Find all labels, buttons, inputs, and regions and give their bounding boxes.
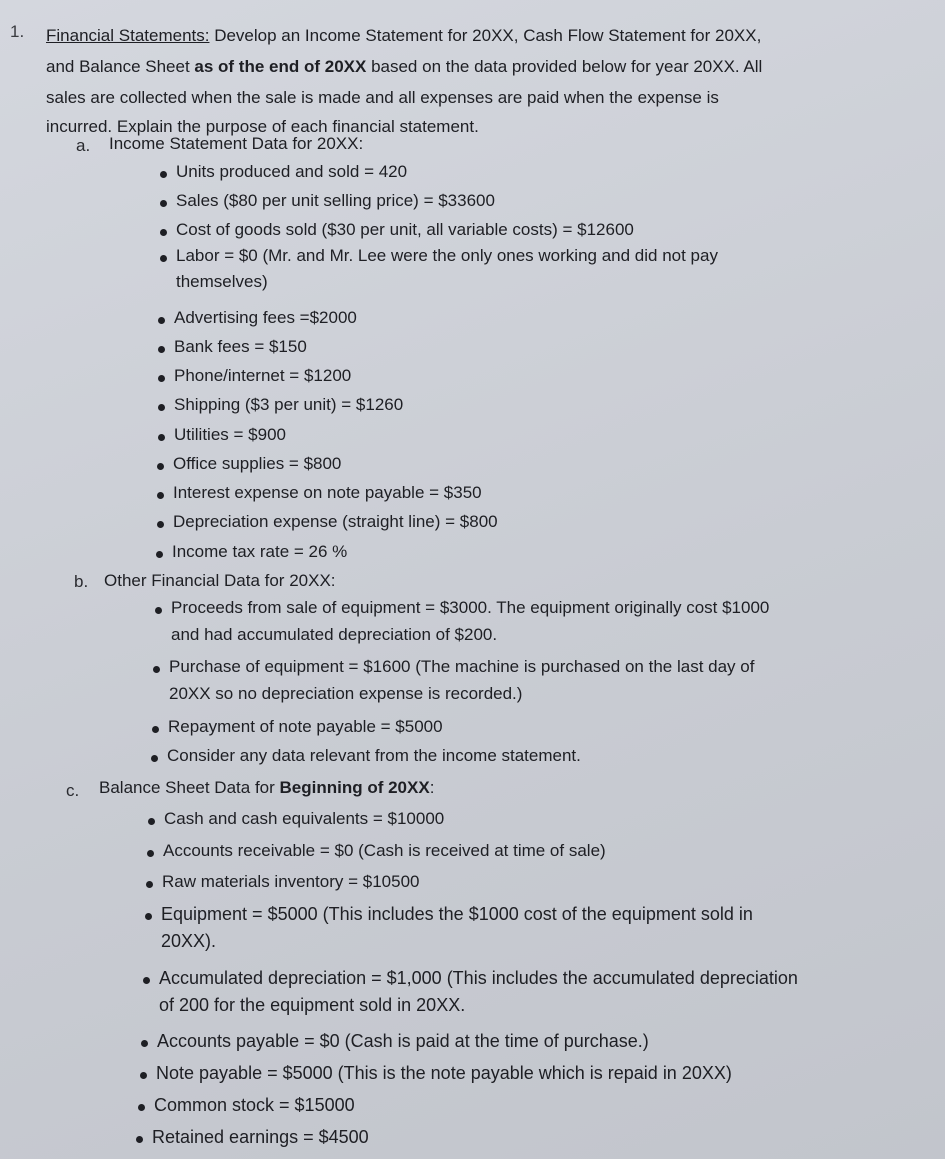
- bullet-icon: [160, 200, 167, 207]
- list-item: Depreciation expense (straight line) = $800: [157, 512, 498, 532]
- section-c-title: Balance Sheet Data for Beginning of 20XX:: [99, 778, 435, 797]
- bullet-icon: [156, 551, 163, 558]
- bullet-icon: [138, 1104, 145, 1111]
- list-item: Proceeds from sale of equipment = $3000. The equipment originally cost $1000 and had accumulated depreciation of $200.: [155, 598, 769, 645]
- bullet-icon: [146, 881, 153, 888]
- list-item: Retained earnings = $4500: [136, 1127, 369, 1148]
- bullet-icon: [147, 850, 154, 857]
- list-item: Consider any data relevant from the income statement.: [151, 746, 581, 766]
- bullet-icon: [157, 492, 164, 499]
- list-item: Utilities = $900: [158, 425, 286, 445]
- section-a-letter: a.: [76, 136, 91, 155]
- bullet-icon: [141, 1040, 148, 1047]
- list-item: Accounts payable = $0 (Cash is paid at the time of purchase.): [141, 1031, 649, 1052]
- question-number: 1.: [10, 22, 25, 41]
- bullet-icon: [160, 255, 167, 262]
- question-prompt: Financial Statements: Develop an Income Statement for 20XX, Cash Flow Statement for 20XX, and Balance Sheet as of the end of 20XX based on the data provided below for year 20XX. All sales are collected when the sale is made and all expenses are paid when the expense is incurred. Explain the purpose of each financial statement.: [46, 26, 763, 136]
- bullet-icon: [158, 317, 165, 324]
- section-b-title: Other Financial Data for 20XX:: [104, 571, 336, 590]
- bullet-icon: [145, 913, 152, 920]
- list-item: Labor = $0 (Mr. and Mr. Lee were the only ones working and did not pay themselves): [160, 246, 718, 292]
- list-item: Note payable = $5000 (This is the note payable which is repaid in 20XX): [140, 1063, 732, 1084]
- list-item: Repayment of note payable = $5000: [152, 717, 443, 737]
- question-heading: Financial Statements:: [46, 26, 210, 45]
- section-b-letter: b.: [74, 572, 89, 591]
- list-item: Cash and cash equivalents = $10000: [148, 809, 444, 829]
- list-item: Purchase of equipment = $1600 (The machine is purchased on the last day of 20XX so no depreciation expense is recorded.): [153, 657, 754, 704]
- bullet-icon: [153, 666, 160, 673]
- list-item: Accumulated depreciation = $1,000 (This includes the accumulated depreciation of 200 for the equipment sold in 20XX.: [143, 968, 798, 1016]
- bullet-icon: [158, 434, 165, 441]
- question-1: [10, 22, 935, 140]
- list-item: Interest expense on note payable = $350: [157, 483, 482, 503]
- bullet-icon: [158, 404, 165, 411]
- list-item: Common stock = $15000: [138, 1095, 355, 1116]
- bullet-icon: [158, 375, 165, 382]
- bullet-icon: [143, 977, 150, 984]
- list-item: Raw materials inventory = $10500: [146, 872, 420, 892]
- bullet-icon: [157, 463, 164, 470]
- list-item: Shipping ($3 per unit) = $1260: [158, 395, 403, 415]
- list-item: Bank fees = $150: [158, 337, 307, 357]
- bullet-icon: [140, 1072, 147, 1079]
- bullet-icon: [151, 755, 158, 762]
- list-item: Phone/internet = $1200: [158, 366, 351, 386]
- list-item: Units produced and sold = 420: [160, 162, 407, 182]
- bullet-icon: [160, 229, 167, 236]
- section-c-letter: c.: [66, 781, 80, 800]
- list-item: Advertising fees =$2000: [158, 308, 357, 328]
- bullet-icon: [152, 726, 159, 733]
- list-item: Income tax rate = 26 %: [156, 542, 347, 562]
- bullet-icon: [148, 818, 155, 825]
- bullet-icon: [157, 521, 164, 528]
- list-item: Office supplies = $800: [157, 454, 341, 474]
- list-item: Cost of goods sold ($30 per unit, all variable costs) = $12600: [160, 220, 634, 240]
- list-item: Accounts receivable = $0 (Cash is received at time of sale): [147, 841, 606, 861]
- bullet-icon: [160, 171, 167, 178]
- bullet-icon: [158, 346, 165, 353]
- list-item: Sales ($80 per unit selling price) = $33600: [160, 191, 495, 211]
- list-item: Equipment = $5000 (This includes the $1000 cost of the equipment sold in 20XX).: [145, 904, 753, 952]
- bullet-icon: [155, 607, 162, 614]
- section-a-title: Income Statement Data for 20XX:: [109, 134, 364, 153]
- bullet-icon: [136, 1136, 143, 1143]
